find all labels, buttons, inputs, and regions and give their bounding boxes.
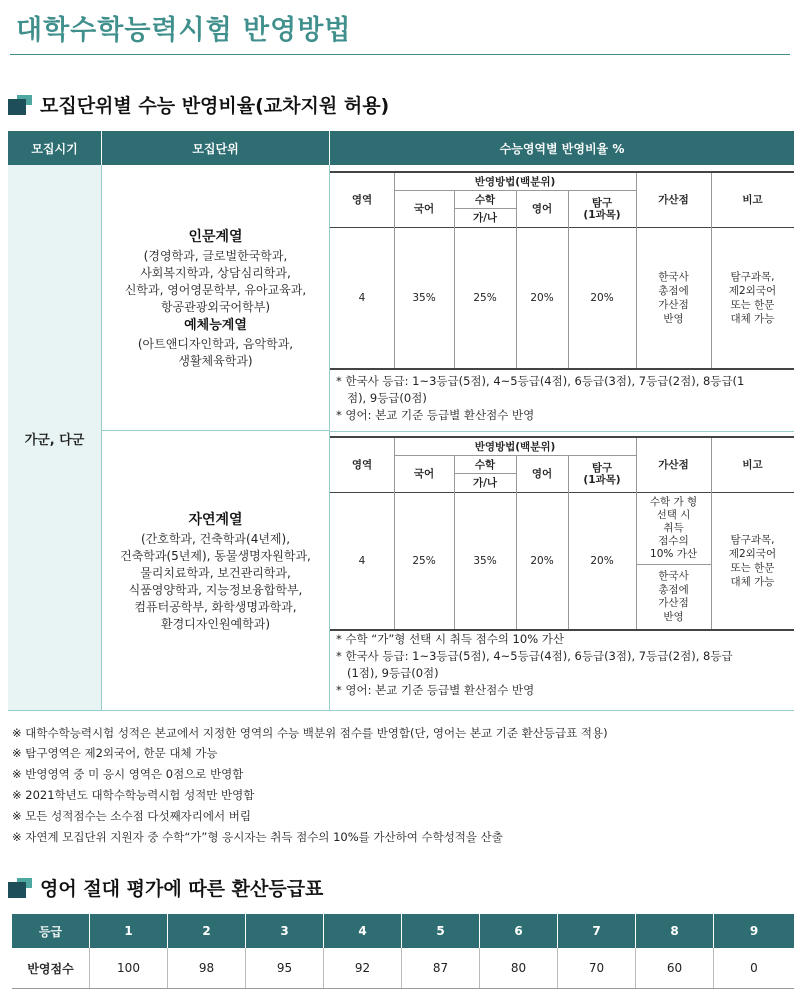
score-row-label: 반영점수 <box>12 948 90 988</box>
score-cell: 0 <box>750 961 758 975</box>
header-math-type: 가/나 <box>472 477 498 489</box>
value-inquiry: 20% <box>590 292 614 304</box>
remark-line: 대체 가능 <box>730 576 775 588</box>
unit-line: 생활체육학과) <box>178 353 253 368</box>
unit-cell-humanities <box>102 165 330 431</box>
header-bonus: 가산점 <box>658 459 689 471</box>
bonus-line: 반영 <box>663 313 684 325</box>
general-note: ※ 자연계 모집단위 지원자 중 수학“가”형 응시자는 취득 점수의 10%를 가산하여 수학성적을 산출 <box>12 830 503 844</box>
value-math: 35% <box>473 555 497 567</box>
bonus-line: 한국사 <box>658 570 689 582</box>
remark-line: 탐구과목, <box>730 271 775 283</box>
value-bonus-history <box>636 565 711 629</box>
header-math-type: 가/나 <box>472 212 498 224</box>
general-note: ※ 탐구영역은 제2외국어, 한문 대체 가능 <box>12 746 218 760</box>
value-area: 4 <box>358 555 366 567</box>
unit-title: 자연계열 <box>188 512 243 528</box>
remark-line: 대체 가능 <box>730 313 775 325</box>
header-bonus: 가산점 <box>658 194 689 206</box>
col-header-unit: 모집단위 <box>102 131 330 165</box>
header-english: 영어 <box>531 203 553 215</box>
unit-subtitle: 예체능계열 <box>184 317 247 333</box>
section-bullet-icon <box>8 878 32 898</box>
remark-line: 탐구과목, <box>730 534 775 546</box>
value-inquiry: 20% <box>590 555 614 567</box>
grade-cell: 3 <box>246 914 324 948</box>
bonus-line: 가산점 <box>658 597 689 609</box>
grade-cell: 1 <box>90 914 168 948</box>
header-math: 수학 <box>474 458 496 471</box>
bonus-line: 한국사 <box>658 271 689 283</box>
unit-line: (아트앤디자인학과, 음악학과, <box>137 336 294 351</box>
unit-line: (간호학과, 건축학과(4년제), <box>140 532 291 546</box>
unit-line: 신학과, 영어영문학부, 유아교육과, <box>124 282 307 297</box>
note-line: * 수학 “가”형 선택 시 취득 점수의 10% 가산 <box>336 632 564 646</box>
page-title: 대학수학능력시험 반영방법 <box>16 15 352 46</box>
grade-header-label: 등급 <box>12 914 90 948</box>
unit-line: 물리치료학과, 보건관리학과, <box>140 566 291 580</box>
unit-line: 건축학과(5년제), 동물생명자원학과, <box>120 549 311 563</box>
header-inquiry-sub: (1과목) <box>583 474 621 486</box>
section-heading-ratio <box>8 91 389 118</box>
bonus-line: 10% 가산 <box>650 548 697 560</box>
header-korean: 국어 <box>413 468 435 480</box>
unit-cell-science <box>102 431 330 711</box>
bonus-line: 가산점 <box>658 299 689 311</box>
score-cell: 87 <box>402 948 480 988</box>
humanities-notes <box>336 373 794 424</box>
grade-cell: 9 <box>714 914 794 948</box>
grade-cell: 8 <box>636 914 714 948</box>
grade-cell: 4 <box>324 914 402 948</box>
header-area: 영역 <box>351 194 373 206</box>
note-line: (1점), 9등급(0점) <box>336 666 439 680</box>
remark-line: 또는 한문 <box>730 299 775 311</box>
remark-line: 또는 한문 <box>730 562 775 574</box>
score-row <box>12 948 794 989</box>
bonus-line: 수학 가 형 <box>649 496 698 508</box>
score-cell: 80 <box>480 948 558 988</box>
header-english: 영어 <box>531 468 553 480</box>
title-divider <box>10 54 790 55</box>
unit-line: (경영학과, 글로벌한국학과, <box>143 248 288 263</box>
note-line: * 한국사 등급: 1~3등급(5점), 4~5등급(4점), 6등급(3점), 7등급(2점), 8등급(1 <box>336 374 745 388</box>
note-line: 점), 9등급(0점) <box>336 391 427 405</box>
header-remark: 비고 <box>742 459 763 471</box>
general-note: ※ 모든 성적점수는 소수점 다섯째자리에서 버림 <box>12 809 251 823</box>
header-math: 수학 <box>474 193 496 206</box>
header-method: 반영방법(백분위) <box>474 175 556 188</box>
header-inquiry <box>568 191 636 227</box>
section-heading-english <box>8 874 323 901</box>
grade-cell: 2 <box>168 914 246 948</box>
bonus-line: 총점에 <box>658 285 689 297</box>
score-cell: 98 <box>168 948 246 988</box>
grade-header-row <box>12 914 794 948</box>
remark-line: 제2외국어 <box>728 285 777 297</box>
grade-cell: 5 <box>402 914 480 948</box>
score-cell: 100 <box>90 948 168 988</box>
unit-line: 사회복지학과, 상담심리학과, <box>140 265 291 280</box>
grade-cell: 7 <box>558 914 636 948</box>
period-cell: 가군, 다군 <box>8 165 102 711</box>
value-area: 4 <box>358 292 366 304</box>
value-bonus-math <box>636 493 711 564</box>
score-cell: 70 <box>558 948 636 988</box>
header-inquiry-sub: (1과목) <box>583 209 621 221</box>
unit-line: 컴퓨터공학부, 화학생명과학과, <box>134 600 297 614</box>
english-grade-table <box>12 914 794 989</box>
bonus-line: 반영 <box>663 610 684 623</box>
header-inquiry-label: 탐구 <box>591 462 613 474</box>
bonus-line: 총점에 <box>658 583 689 596</box>
humanities-subtable <box>330 171 794 369</box>
grade-cell: 6 <box>480 914 558 948</box>
score-cell: 95 <box>246 948 324 988</box>
unit-line: 환경디자인원예학과) <box>160 617 270 631</box>
value-english: 20% <box>530 292 554 304</box>
remark-line: 제2외국어 <box>728 548 777 560</box>
header-inquiry-label: 탐구 <box>591 197 613 209</box>
ratio-table <box>8 131 794 711</box>
header-area: 영역 <box>351 459 373 471</box>
score-cell: 60 <box>636 948 714 988</box>
value-math: 25% <box>473 292 497 304</box>
header-remark: 비고 <box>742 194 763 206</box>
note-line: * 영어: 본교 기준 등급별 환산점수 반영 <box>336 408 535 422</box>
value-korean: 35% <box>412 292 436 304</box>
section-heading-text: 모집단위별 수능 반영비율(교차지원 허용) <box>40 95 390 117</box>
science-notes <box>336 631 794 699</box>
section-bullet-icon <box>8 95 32 115</box>
science-subtable <box>330 436 794 634</box>
unit-title: 인문계열 <box>188 228 243 245</box>
note-line: * 영어: 본교 기준 등급별 환산점수 반영 <box>336 683 535 697</box>
unit-line: 식품영양학과, 지능정보융합학부, <box>128 583 303 597</box>
general-note: ※ 2021학년도 대학수학능력시험 성적만 반영함 <box>12 788 255 802</box>
unit-line: 항공관광외국어학부) <box>160 299 270 314</box>
bonus-line: 취득 <box>663 522 684 534</box>
header-inquiry <box>568 456 636 492</box>
col-header-ratio: 수능영역별 반영비율 % <box>330 131 794 165</box>
general-note: ※ 대학수학능력시험 성적은 본교에서 지정한 영역의 수능 백분위 점수를 반영함(단, 영어는 본교 기준 환산등급표 적용) <box>12 726 608 740</box>
col-header-period: 모집시기 <box>8 131 102 165</box>
value-remark <box>711 493 794 629</box>
value-remark <box>711 228 794 368</box>
note-line: * 한국사 등급: 1~3등급(5점), 4~5등급(4점), 6등급(3점), 7등급(2점), 8등급 <box>336 649 733 663</box>
section-heading-text: 영어 절대 평가에 따른 환산등급표 <box>40 878 324 900</box>
value-korean: 25% <box>412 555 436 567</box>
header-korean: 국어 <box>413 203 435 215</box>
bonus-line: 점수의 <box>658 535 689 547</box>
general-note: ※ 반영영역 중 미 응시 영역은 0점으로 반영함 <box>12 767 244 781</box>
header-method: 반영방법(백분위) <box>474 440 556 453</box>
value-bonus <box>636 228 711 368</box>
score-cell: 92 <box>324 948 402 988</box>
value-english: 20% <box>530 555 554 567</box>
bonus-line: 선택 시 <box>656 509 691 521</box>
